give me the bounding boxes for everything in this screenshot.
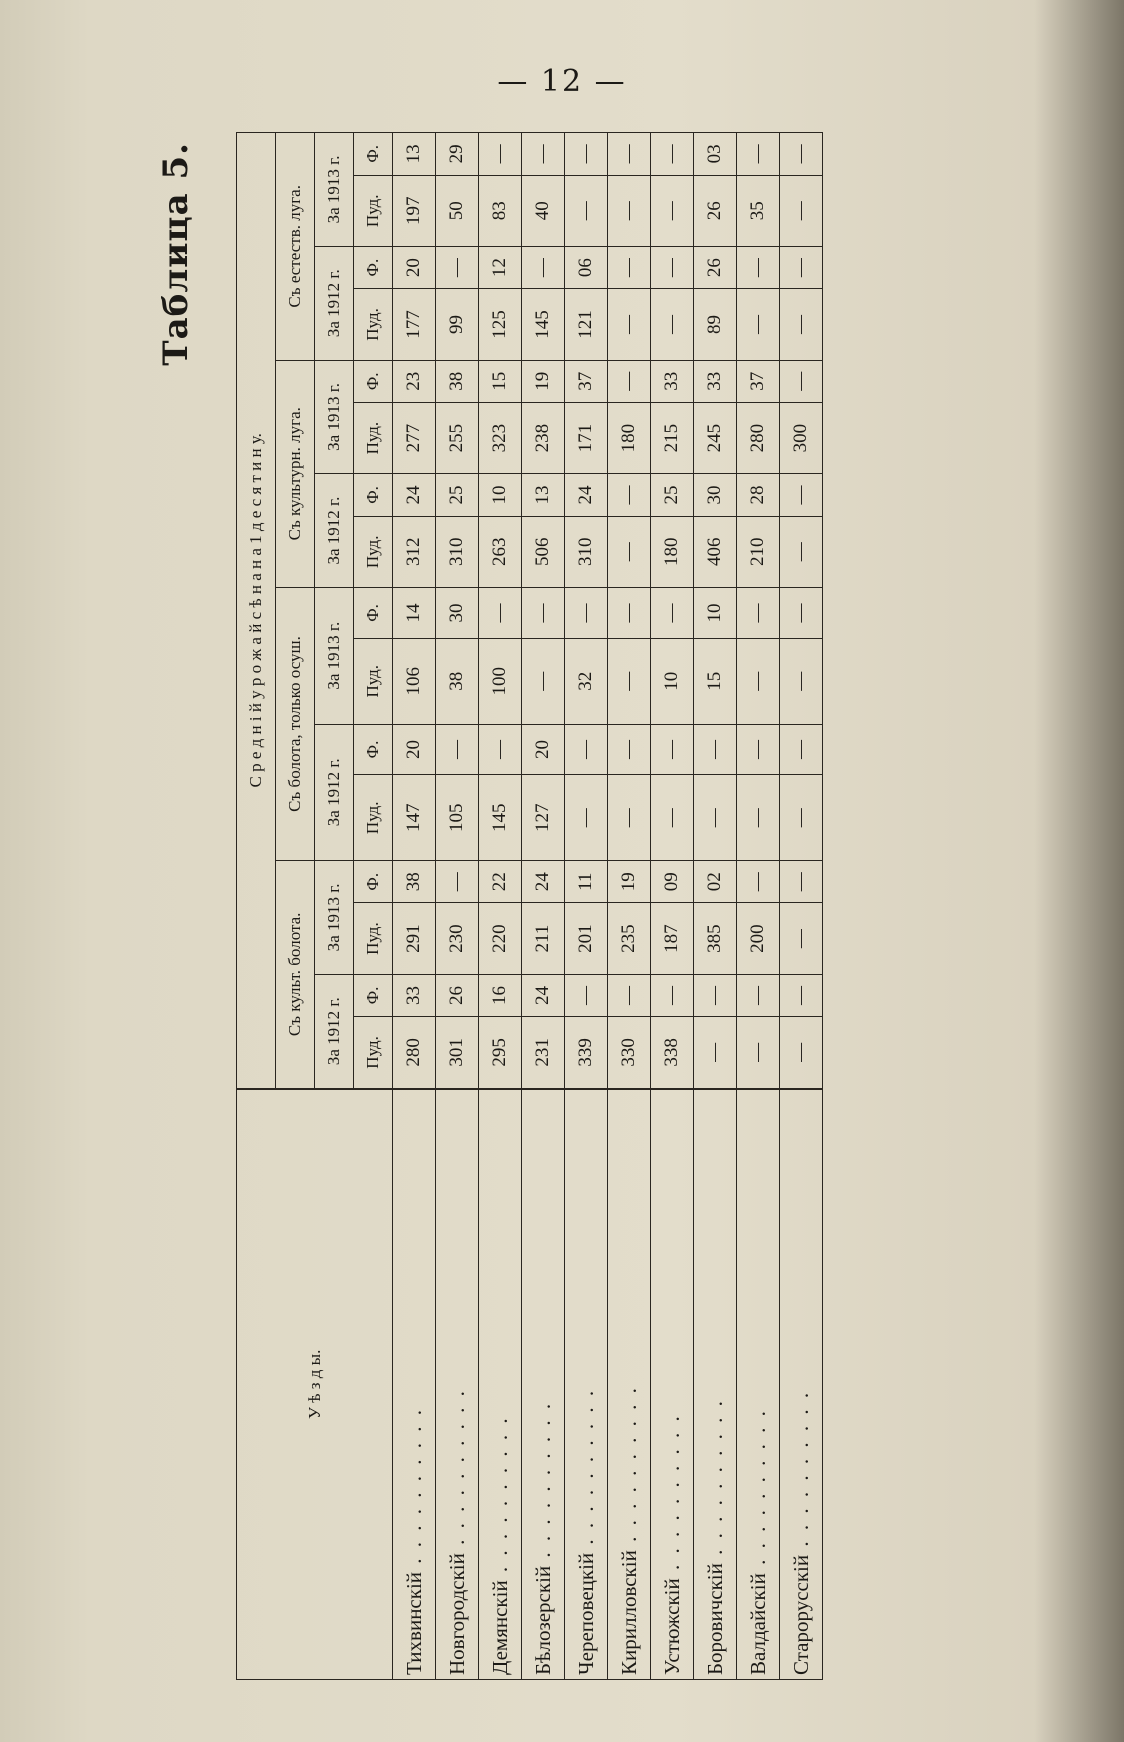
leader-dots: . . . . . . . . . . <box>487 1415 512 1581</box>
f-value: 23 <box>393 360 436 402</box>
f-value: 19 <box>608 861 651 903</box>
pud-value: 310 <box>436 516 479 587</box>
pud-value: 15 <box>694 638 737 724</box>
pud-value: — <box>694 775 737 861</box>
district-label: Кирилловскій <box>616 1550 641 1675</box>
f-value: 19 <box>522 360 565 402</box>
pud-value: 301 <box>436 1017 479 1089</box>
district-name <box>780 1089 823 1680</box>
f-value: — <box>522 246 565 288</box>
pud-value: 105 <box>436 775 479 861</box>
group-header: Съ культурн. луга. <box>276 360 315 587</box>
pud-value: 197 <box>393 175 436 246</box>
district-label: Бѣлозерскій <box>530 1565 555 1675</box>
pud-value: — <box>651 775 694 861</box>
pud-value: — <box>780 638 823 724</box>
pud-value: 230 <box>436 903 479 974</box>
year-header: За 1912 г. <box>315 724 354 861</box>
pud-value: 300 <box>780 403 823 474</box>
pud-value: — <box>608 175 651 246</box>
pud-value: 38 <box>436 638 479 724</box>
f-value: — <box>608 474 651 516</box>
f-value: — <box>608 724 651 775</box>
pud-value: 506 <box>522 516 565 587</box>
pud-value: 255 <box>436 403 479 474</box>
pud-value: 89 <box>694 289 737 360</box>
leader-dots: . . . . . . . . . . <box>616 1385 641 1551</box>
table-row <box>608 133 651 1680</box>
f-value: 12 <box>479 246 522 288</box>
year-header: За 1912 г. <box>315 474 354 588</box>
table-title: Таблица 5. <box>156 142 196 366</box>
f-value: — <box>737 246 780 288</box>
f-value: — <box>780 724 823 775</box>
year-header: За 1913 г. <box>315 587 354 724</box>
f-value: — <box>737 133 780 176</box>
f-header: Ф. <box>354 474 393 516</box>
group-header: Съ болота, только осуш. <box>276 587 315 860</box>
f-value: 13 <box>522 474 565 516</box>
pud-value: 26 <box>694 175 737 246</box>
pud-value: 125 <box>479 289 522 360</box>
pud-value: — <box>608 775 651 861</box>
pud-header: Пуд. <box>354 289 393 360</box>
f-value: — <box>565 724 608 775</box>
f-value: 24 <box>522 974 565 1016</box>
pud-value: 277 <box>393 403 436 474</box>
f-value: 28 <box>737 474 780 516</box>
district-name <box>608 1089 651 1680</box>
pud-value: — <box>651 175 694 246</box>
district-label: Устюжскій <box>659 1578 684 1675</box>
year-header: За 1912 г. <box>315 974 354 1088</box>
f-header: Ф. <box>354 724 393 775</box>
pud-value: 245 <box>694 403 737 474</box>
f-value: 14 <box>393 587 436 638</box>
f-value: — <box>651 246 694 288</box>
pud-header: Пуд. <box>354 903 393 974</box>
pud-value: 127 <box>522 775 565 861</box>
district-label: Боровичскій <box>702 1563 727 1675</box>
pud-value: 35 <box>737 175 780 246</box>
f-value: 29 <box>436 133 479 176</box>
pud-value: 339 <box>565 1017 608 1089</box>
pud-header: Пуд. <box>354 175 393 246</box>
f-value: 16 <box>479 974 522 1016</box>
f-value: 20 <box>393 724 436 775</box>
leader-dots: . . . . . . . . . . <box>788 1389 813 1555</box>
pud-value: 83 <box>479 175 522 246</box>
district-name <box>436 1089 479 1680</box>
pud-value: 145 <box>522 289 565 360</box>
table-row <box>522 133 565 1680</box>
pud-header: Пуд. <box>354 1017 393 1089</box>
pud-value: 32 <box>565 638 608 724</box>
pud-value: — <box>780 516 823 587</box>
year-header: За 1912 г. <box>315 246 354 360</box>
f-value: — <box>737 724 780 775</box>
district-label: Валдайскій <box>745 1573 770 1675</box>
f-value: 26 <box>436 974 479 1016</box>
pud-value: 220 <box>479 903 522 974</box>
district-name <box>522 1089 565 1680</box>
pud-value: — <box>737 638 780 724</box>
f-value: — <box>694 724 737 775</box>
pud-header: Пуд. <box>354 516 393 587</box>
f-value: — <box>780 360 823 402</box>
f-value: 20 <box>393 246 436 288</box>
pud-value: 238 <box>522 403 565 474</box>
pud-value: — <box>608 638 651 724</box>
pud-value: 235 <box>608 903 651 974</box>
f-value: 26 <box>694 246 737 288</box>
pud-value: 338 <box>651 1017 694 1089</box>
pud-value: 280 <box>393 1017 436 1089</box>
pud-value: 200 <box>737 903 780 974</box>
pud-value: 99 <box>436 289 479 360</box>
f-value: — <box>608 974 651 1016</box>
f-value: — <box>737 587 780 638</box>
yield-table <box>236 132 823 1680</box>
pud-value: — <box>780 903 823 974</box>
pud-value: 215 <box>651 403 694 474</box>
pud-value: 231 <box>522 1017 565 1089</box>
pud-value: — <box>608 516 651 587</box>
f-value: — <box>479 587 522 638</box>
f-value: — <box>436 724 479 775</box>
pud-value: 406 <box>694 516 737 587</box>
f-value: 33 <box>694 360 737 402</box>
f-value: — <box>436 861 479 903</box>
f-value: 03 <box>694 133 737 176</box>
f-value: — <box>522 587 565 638</box>
f-value: — <box>780 246 823 288</box>
table-row <box>393 133 436 1680</box>
f-header: Ф. <box>354 861 393 903</box>
f-value: 38 <box>436 360 479 402</box>
f-value: 15 <box>479 360 522 402</box>
leader-dots: . . . . . . . . . . <box>745 1408 770 1574</box>
f-value: 24 <box>522 861 565 903</box>
f-value: — <box>737 974 780 1016</box>
pud-value: 121 <box>565 289 608 360</box>
f-value: — <box>479 133 522 176</box>
district-name <box>479 1089 522 1680</box>
year-header: За 1913 г. <box>315 360 354 474</box>
f-value: — <box>780 474 823 516</box>
pud-value: 295 <box>479 1017 522 1089</box>
pud-value: 210 <box>737 516 780 587</box>
pud-value: — <box>565 775 608 861</box>
f-header: Ф. <box>354 360 393 402</box>
pud-value: — <box>780 1017 823 1089</box>
pud-value: — <box>694 1017 737 1089</box>
pud-value: 100 <box>479 638 522 724</box>
pud-value: 385 <box>694 903 737 974</box>
pud-value: 280 <box>737 403 780 474</box>
pud-value: — <box>737 289 780 360</box>
f-value: 33 <box>393 974 436 1016</box>
pud-value: 50 <box>436 175 479 246</box>
district-label: Новгородскій <box>444 1553 469 1675</box>
pud-value: 171 <box>565 403 608 474</box>
pud-value: 211 <box>522 903 565 974</box>
district-label: Старорусскій <box>788 1554 813 1675</box>
year-header: За 1913 г. <box>315 861 354 975</box>
table-row <box>737 133 780 1680</box>
leader-dots: . . . . . . . . . . <box>444 1388 469 1554</box>
f-value: 11 <box>565 861 608 903</box>
pud-value: 180 <box>608 403 651 474</box>
f-value: — <box>651 724 694 775</box>
pud-value: — <box>651 289 694 360</box>
f-value: 02 <box>694 861 737 903</box>
f-value: — <box>608 246 651 288</box>
leader-dots: . . . . . . . . . . <box>702 1398 727 1564</box>
f-value: 30 <box>694 474 737 516</box>
pud-value: 10 <box>651 638 694 724</box>
group-header: Съ естеств. луга. <box>276 133 315 361</box>
table-row <box>780 133 823 1680</box>
pud-value: 330 <box>608 1017 651 1089</box>
pud-header: Пуд. <box>354 638 393 724</box>
f-value: 10 <box>694 587 737 638</box>
leader-dots: . . . . . . . . . . <box>401 1406 426 1572</box>
table-row <box>479 133 522 1680</box>
leader-dots: . . . . . . . . . . <box>530 1400 555 1566</box>
f-value: — <box>780 974 823 1016</box>
pud-value: — <box>522 638 565 724</box>
table-row <box>565 133 608 1680</box>
table-row <box>694 133 737 1680</box>
f-value: — <box>651 587 694 638</box>
pud-value: 180 <box>651 516 694 587</box>
district-name <box>737 1089 780 1680</box>
f-value: — <box>651 974 694 1016</box>
pud-header: Пуд. <box>354 403 393 474</box>
f-value: 13 <box>393 133 436 176</box>
f-value: — <box>737 861 780 903</box>
pud-value: — <box>737 1017 780 1089</box>
district-name <box>565 1089 608 1680</box>
f-value: 33 <box>651 360 694 402</box>
page-number: — 12 — <box>497 64 627 99</box>
f-header: Ф. <box>354 974 393 1016</box>
f-value: 25 <box>651 474 694 516</box>
f-value: 24 <box>393 474 436 516</box>
district-name <box>694 1089 737 1680</box>
f-value: 25 <box>436 474 479 516</box>
f-value: 24 <box>565 474 608 516</box>
f-value: 22 <box>479 861 522 903</box>
pud-value: — <box>780 775 823 861</box>
pud-value: 145 <box>479 775 522 861</box>
pud-value: 263 <box>479 516 522 587</box>
leader-dots: . . . . . . . . . . <box>573 1387 598 1553</box>
f-value: — <box>780 133 823 176</box>
district-label: Череповецкій <box>573 1552 598 1675</box>
pud-value: 147 <box>393 775 436 861</box>
leader-dots: . . . . . . . . . . <box>659 1413 684 1579</box>
f-value: — <box>522 133 565 176</box>
districts-header: У ѣ з д ы. <box>237 1089 393 1680</box>
pud-value: 323 <box>479 403 522 474</box>
f-value: — <box>565 974 608 1016</box>
pud-value: — <box>565 175 608 246</box>
district-label: Демянскій <box>487 1580 512 1675</box>
f-value: — <box>608 360 651 402</box>
f-value: 38 <box>393 861 436 903</box>
district-name <box>393 1089 436 1680</box>
pud-value: 187 <box>651 903 694 974</box>
pud-header: Пуд. <box>354 775 393 861</box>
pud-value: 312 <box>393 516 436 587</box>
pud-value: 201 <box>565 903 608 974</box>
pud-value: — <box>608 289 651 360</box>
pud-value: 310 <box>565 516 608 587</box>
f-value: — <box>608 133 651 176</box>
f-value: 37 <box>565 360 608 402</box>
district-label: Тихвинскій <box>401 1571 426 1675</box>
f-value: — <box>780 861 823 903</box>
district-name <box>651 1089 694 1680</box>
f-header: Ф. <box>354 133 393 176</box>
f-value: — <box>436 246 479 288</box>
f-value: 09 <box>651 861 694 903</box>
table-row <box>436 133 479 1680</box>
pud-value: 177 <box>393 289 436 360</box>
f-value: 10 <box>479 474 522 516</box>
f-header: Ф. <box>354 587 393 638</box>
pud-value: 291 <box>393 903 436 974</box>
f-value: 06 <box>565 246 608 288</box>
group-header: Съ культ. болота. <box>276 861 315 1089</box>
f-value: — <box>780 587 823 638</box>
f-value: — <box>608 587 651 638</box>
f-value: 30 <box>436 587 479 638</box>
f-header: Ф. <box>354 246 393 288</box>
f-value: — <box>565 133 608 176</box>
rotated-table-block <box>156 132 966 1680</box>
pud-value: 106 <box>393 638 436 724</box>
f-value: — <box>694 974 737 1016</box>
pud-value: — <box>737 775 780 861</box>
pud-value: — <box>780 175 823 246</box>
average-yield-header: С р е д н і й у р о ж а й с ѣ н а н а 1 д е с я т и н у. <box>237 133 276 1089</box>
f-value: 20 <box>522 724 565 775</box>
f-value: — <box>651 133 694 176</box>
year-header: За 1913 г. <box>315 133 354 247</box>
f-value: 37 <box>737 360 780 402</box>
f-value: — <box>479 724 522 775</box>
f-value: — <box>565 587 608 638</box>
table-row <box>651 133 694 1680</box>
pud-value: 40 <box>522 175 565 246</box>
pud-value: — <box>780 289 823 360</box>
